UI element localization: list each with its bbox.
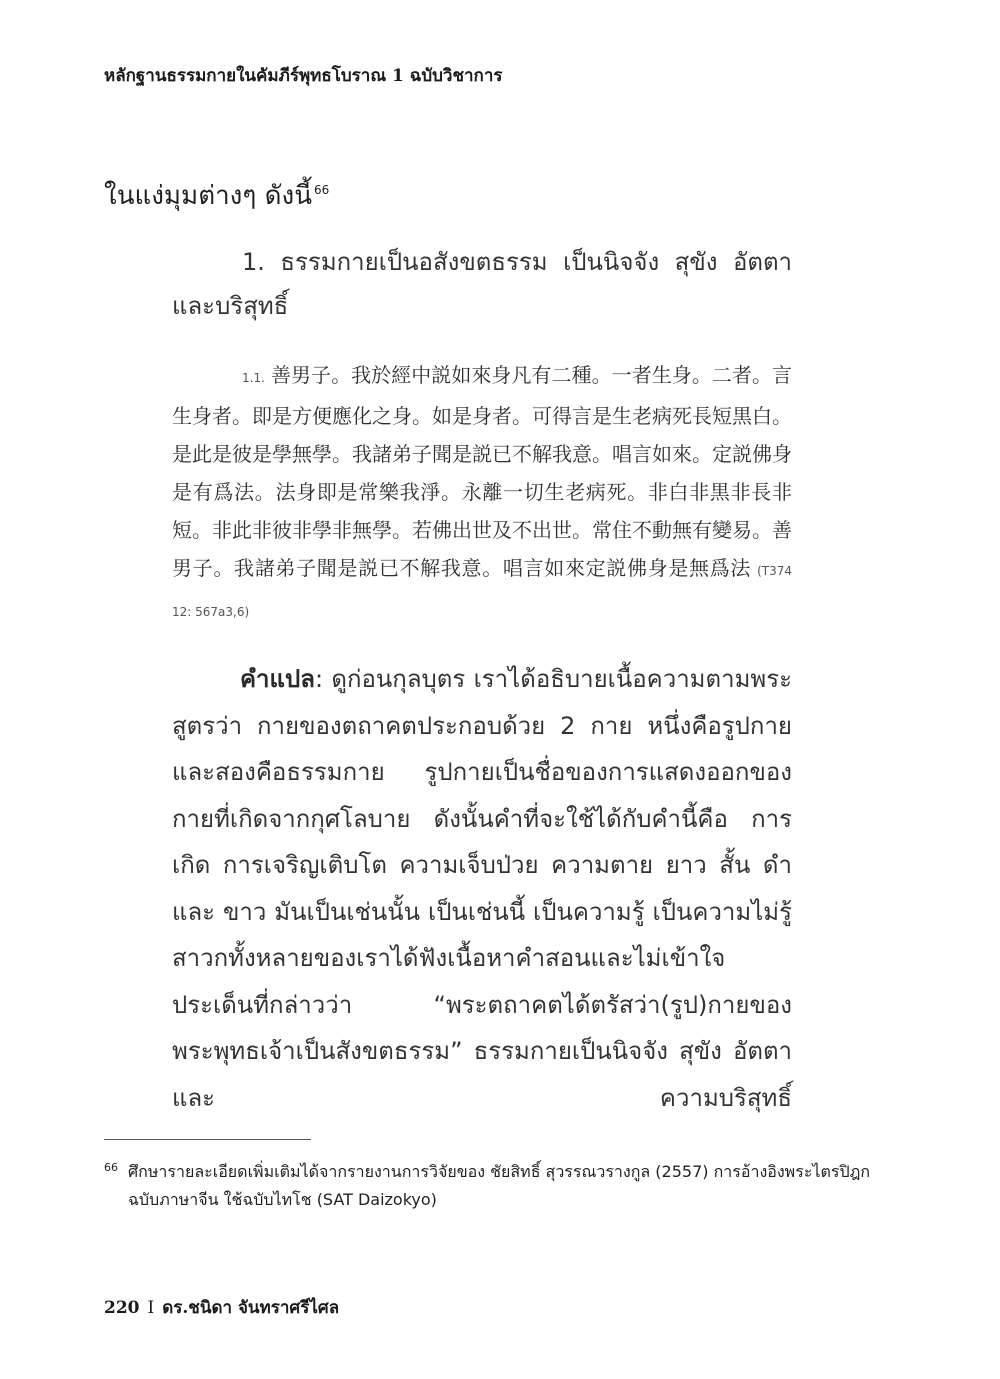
footnote-text: ศึกษารายละเอียดเพิ่มเติมได้จากรายงานการวิจัยของ ชัยสิทธิ์ สุวรรณวรางกูล (2557) การอ้างอิงพระไตรปิฎก ฉบับภาษาจีน ใช้ฉบับไทโช (SAT Daizokyo): [128, 1162, 871, 1209]
translation-paragraph: [172, 656, 792, 1121]
footnote: [104, 1158, 874, 1214]
footer-separator: I: [147, 1298, 155, 1318]
quote-reference: (T374 12: 567a3,6): [172, 564, 792, 619]
footnote-reference[interactable]: 66: [313, 183, 330, 198]
intro-text: ในแง่มุมต่างๆ ดังนี้: [104, 181, 312, 211]
quote-number: 1.1.: [242, 371, 265, 385]
quote-text: 善男子。我於經中説如來身凡有二種。一者生身。二者。言生身者。即是方便應化之身。如是身者。可得言是生老病死長短黒白。是此是彼是學無學。我諸弟子聞是説已不解我意。唱言如來。定説佛身是有爲法。法身即是常樂我淨。永離一切生老病死。非白非黒非長非短。非此非彼非學非無學。若佛出世及不出世。常住不動無有變易。善男子。我諸弟子聞是説已不解我意。唱言如來定説佛身是無爲法: [172, 363, 792, 580]
footer-author: ดร.ชนิดา จันทราศรีไศล: [162, 1298, 340, 1318]
footnote-divider: [104, 1139, 311, 1140]
footnote-number: 66: [104, 1161, 118, 1174]
translation-text: : ดูก่อนกุลบุตร เราได้อธิบายเนื้อความตามพระสูตรว่า กายของตถาคตประกอบด้วย 2 กาย หนึ่งคือรูปกายและสองคือธรรมกาย รูปกายเป็นชื่อของการแสดงออกของกายที่เกิดจากกุศโลบาย ดังนั้นคำที่จะใช้ได้กับคำนี้คือ การเกิด การเจริญเติบโต ความเจ็บป่วย ความตาย ยาว สั้น ดำ และ ขาว มันเป็นเช่นนั้น เป็นเช่นนี้ เป็นความรู้ เป็นความไม่รู้ สาวกทั้งหลายของเราได้ฟังเนื้อหาคำสอนและไม่เข้าใจประเด็นที่กล่าวว่า “พระตถาคตได้ตรัสว่า(รูป)กายของพระพุทธเจ้าเป็นสังขตธรรม” ธรรมกายเป็นนิจจัง สุขัง อัตตา และ ความบริสุทธิ์: [172, 665, 792, 1112]
chinese-quote: [172, 356, 792, 631]
translation-label: คำแปล: [240, 665, 315, 693]
running-header: หลักฐานธรรมกายในคัมภีร์พุทธโบราณ 1 ฉบับวิชาการ: [104, 66, 503, 86]
item-heading: 1. ธรรมกายเป็นอสังขตธรรม เป็นนิจจัง สุขัง อัตตา และบริสุทธิ์: [172, 248, 792, 320]
page-footer: [104, 1294, 339, 1321]
intro-line: [104, 175, 329, 216]
page-number: 220: [104, 1298, 140, 1318]
